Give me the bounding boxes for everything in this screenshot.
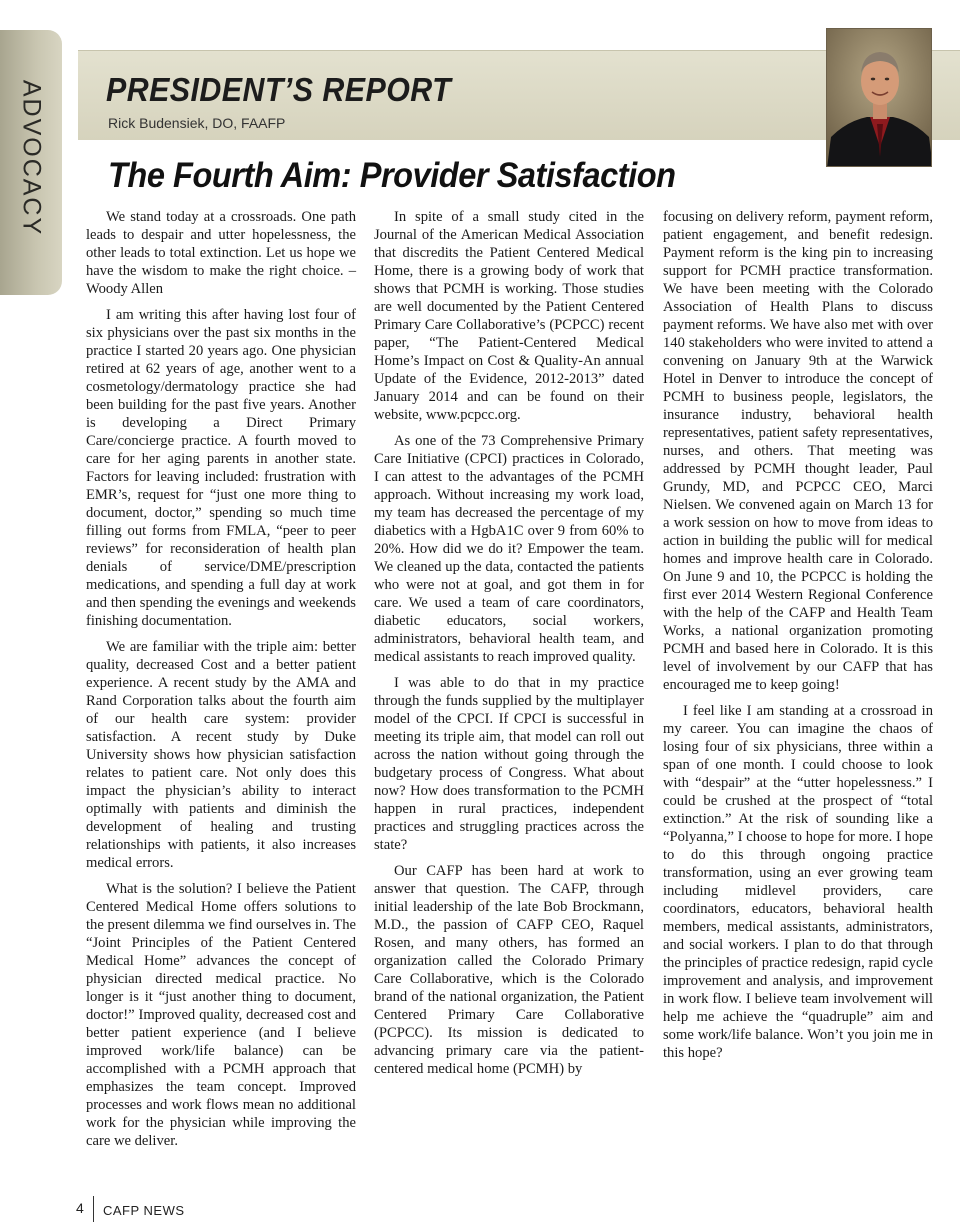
article-column-2 <box>374 208 644 1086</box>
paragraph: As one of the 73 Comprehensive Primary Care Initiative (CPCI) practices in Colorado, I can attest to the advantages of the PCMH approach. Without increasing my work load, my team has decreased the percentage of my diabetics with a HgbA1C over 9 from 60% to 20%. How did we do it? Empower the team. We cleaned up the data, contacted the patients who were not at goal, and got them in for care. We used a team of care coordinators, diabetic educators, social workers, administrators, behavioral health team, and medical assistants to reach improved quality. <box>374 433 644 665</box>
paragraph: I am writing this after having lost four of six physicians over the past six months in the practice I started 20 years ago. One physician retired at 62 years of age, another went to a cosmetology/dermatology practice she had been building for the past five years. Another is developing a Direct Primary Care/concierge practice. A fourth moved to care for her aging parents in another state. Factors for leaving included: frustration with EMR’s, request for “just one more thing to document, doctor,” spending so much time filling out forms from FMLA, “peer to peer reviews” for reconsideration of health plan denials of service/DME/prescription medications, and spending a full day at work and then spending the evenings and weekends finishing documentation. <box>86 307 356 629</box>
paragraph: focusing on delivery reform, payment reform, patient engagement, and benefit redesign. Payment reform is the king pin to increasing support for PCMH practice transformation. We have been meeting with the Colorado Association of Health Plans to discuss payment reforms. We have also met with over 140 stakeholders who were invited to attend a convening on January 9th at the Warwick Hotel in Denver to introduce the concept of PCMH to business people, legislators, the insurance industry, behavioral health representatives, patient safety representatives, nurses, and others. That meeting was addressed by PCMH thought leader, Paul Grundy, MD, and PCPCC CEO, Marci Nielsen. We convened again on March 13 for a work session on how to move from ideas to action in building the public will for medical homes and improve health care in Colorado. On June 9 and 10, the PCPCC is holding the first ever 2014 Western Regional Conference with the help of the CAFP and Health Team Works, a national organization promoting PCMH and based here in Colorado. It is this level of involvement by our CAFP that has encouraged me to keep going! <box>663 209 933 693</box>
author-portrait <box>826 28 932 167</box>
report-author: Rick Budensiek, DO, FAAFP <box>108 115 286 131</box>
paragraph: Our CAFP has been hard at work to answer that question. The CAFP, through initial leadership of the late Bob Brockmann, M.D., the passion of CAFP CEO, Raquel Rosen, and many others, has formed an organization called the Colorado Primary Care Collaborative, which is the Colorado brand of the national organization, the Patient Centered Primary Care Collaborative (PCPCC). Its mission is dedicated to advancing primary care via the patient-centered medical home (PCMH) by <box>374 863 644 1077</box>
portrait-image <box>827 29 932 167</box>
article-column-3 <box>663 208 933 1070</box>
paragraph: I was able to do that in my practice through the funds supplied by the multiplayer model of the CPCI. If CPCI is successful in meeting its triple aim, that model can roll out across the nation without going through the budgetary process of Congress. What about now? How does transformation to the PCMH happen in rural practices, independent practices and struggling practices across the state? <box>374 675 644 853</box>
footer-divider <box>93 1196 94 1222</box>
section-tab <box>0 30 62 295</box>
paragraph: I feel like I am standing at a crossroad in my career. You can imagine the chaos of losing four of six physicians, three within a span of one month. I could choose to look with “despair” at the “utter hopelessness.” I could be crushed at the prospect of “total extinction.” At the risk of sounding like a “Polyanna,” I choose to hope for more. I hope to do this through ongoing practice transformation, using an ever growing team including midlevel providers, care coordinators, educators, behavioral health members, medical assistants, administrators, and social workers. I plan to do that through the principles of practice redesign, rapid cycle improvement and analysis, and improvement in work flow. I believe team involvement will help me achieve the “quadruple” aim and some work/life balance. Won’t you join me in this hope? <box>663 703 933 1061</box>
paragraph: We stand today at a crossroads. One path leads to despair and utter hopelessness, the other leads to total extinction. Let us hope we have the wisdom to make the right choice. – Woody Allen <box>86 209 356 297</box>
page-number: 4 <box>76 1200 84 1216</box>
publication-name: CAFP NEWS <box>103 1203 185 1218</box>
report-title: PRESIDENT’S REPORT <box>106 71 452 108</box>
paragraph: What is the solution? I believe the Patient Centered Medical Home offers solutions to the present dilemma we find ourselves in. The “Joint Principles of the Patient Centered Medical Home” advances the concept of physician directed medical practice. No longer is it “just another thing to document, doctor!” Improved quality, decreased cost and better patient experience (and I believe improved work/life balance) can be accomplished with a PCMH approach that emphasizes the team concept. Improved processes and work flows mean no additional work for the physician while improving the care we deliver. <box>86 881 356 1149</box>
paragraph: We are familiar with the triple aim: better quality, decreased Cost and a better patient experience. A recent study by the AMA and Rand Corporation talks about the fourth aim of our health care system: provider satisfaction. A recent study by Duke University shows how physician satisfaction relates to patient care. Not only does this impact the physician’s ability to interact optimally with patients and diminish the development of healing and trusting relationships with patients, it also increases medical errors. <box>86 639 356 871</box>
section-tab-label: ADVOCACY <box>17 79 46 237</box>
article-column-1 <box>86 208 356 1158</box>
article-title: The Fourth Aim: Provider Satisfaction <box>108 156 676 195</box>
paragraph: In spite of a small study cited in the Journal of the American Medical Association that discredits the Patient Centered Medical Home, there is a growing body of work that shows that PCMH is working. Those studies are well documented by the Patient Centered Primary Care Collaborative’s (PCPCC) recent paper, “The Patient-Centered Medical Home’s Impact on Cost & Quality-An annual Update of the Evidence, 2012-2013” dated January 2014 and can be found on their website, www.pcpcc.org. <box>374 209 644 423</box>
